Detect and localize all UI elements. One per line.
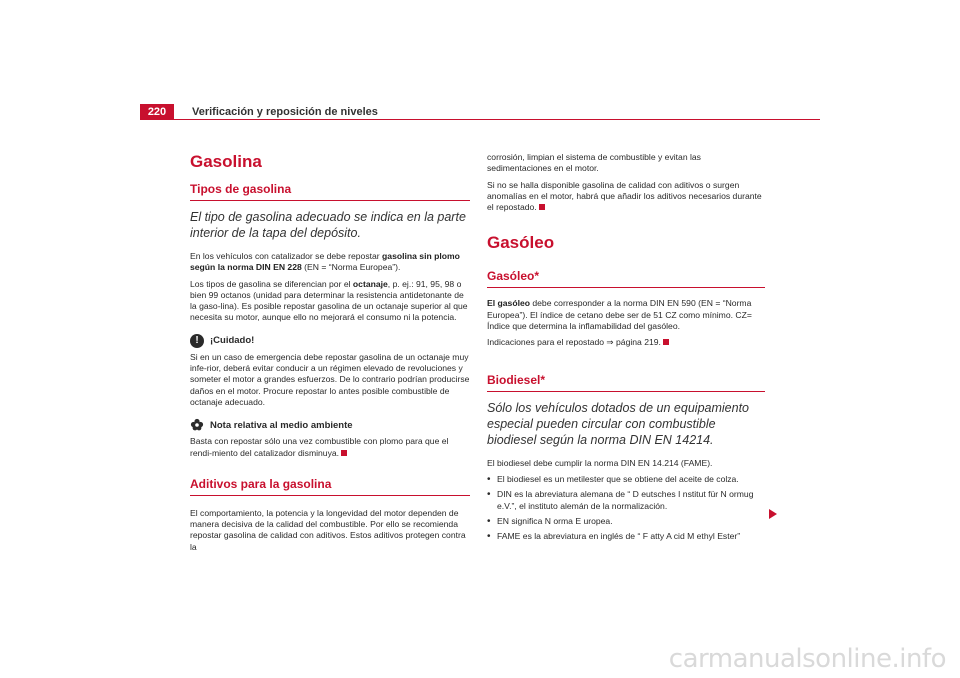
warning-text: Si en un caso de emergencia debe repostar gasolina de un octanaje muy infe-rior, deberá evitar conducir a un régimen elevado de revoluciones y someter el motor a grandes esfuerzos. De lo contrario podrían producirse daños en el motor. Procure repostar lo antes posible combustible de octanaje adecuado. bbox=[190, 351, 470, 407]
environment-note-header bbox=[190, 418, 470, 432]
heading-aditivos: Aditivos para la gasolina bbox=[190, 477, 470, 496]
list-item: • El biodiesel es un metilester que se obtiene del aceite de colza. bbox=[487, 474, 765, 485]
section-title-gasolina: Gasolina bbox=[190, 152, 262, 171]
lead-tipos-gasolina: El tipo de gasolina adecuado se indica en la parte interior de la tapa del depósito. bbox=[190, 210, 466, 240]
left-column bbox=[190, 152, 470, 558]
header-rule bbox=[174, 119, 820, 120]
paragraph-corrosion: corrosión, limpian el sistema de combustible y evitan las sedimentaciones en el motor. bbox=[487, 152, 701, 174]
warning-title: ¡Cuidado! bbox=[210, 335, 255, 347]
page-number: 220 bbox=[140, 104, 174, 120]
heading-tipos-gasolina: Tipos de gasolina bbox=[190, 182, 470, 201]
environment-note-title: Nota relativa al medio ambiente bbox=[210, 419, 353, 431]
section-end-marker bbox=[341, 450, 347, 456]
continue-arrow-icon bbox=[769, 509, 777, 519]
environment-flower-icon bbox=[190, 418, 204, 432]
right-column bbox=[487, 152, 765, 546]
lead-biodiesel: Sólo los vehículos dotados de un equipamiento especial pueden circular con combustible biodiesel según la norma DIN EN 14214. bbox=[487, 400, 749, 447]
list-item: • DIN es la abreviatura alemana de “ D eutsches I nstitut für N ormug e.V.”, el instituto alemán de la normalización. bbox=[487, 489, 765, 512]
warning-icon: ! bbox=[190, 334, 204, 348]
watermark: carmanualsonline.info bbox=[668, 644, 946, 674]
paragraph-biodiesel-norma: El biodiesel debe cumplir la norma DIN EN 14.214 (FAME). bbox=[487, 457, 713, 468]
section-title-gasoleo: Gasóleo bbox=[487, 233, 555, 253]
section-end-marker bbox=[539, 204, 545, 210]
paragraph-aditivos: El comportamiento, la potencia y la longevidad del motor dependen de manera decisiva de la calidad del combustible. Por ello se recomienda repostar gasolina de calidad con aditivos. Estos aditivos protegen contra la bbox=[190, 507, 466, 552]
running-header-title: Verificación y reposición de niveles bbox=[192, 106, 378, 118]
paragraph-sin-aditivos: Si no se halla disponible gasolina de calidad con aditivos o surgen anomalías en el motor, habrá que añadir los aditivos necesarios durante el repostado. bbox=[487, 179, 762, 213]
list-item: • EN significa N orma E uropea. bbox=[487, 516, 765, 527]
environment-note-text: Basta con repostar sólo una vez combustible con plomo para que el rendi-miento del catalizador disminuya. bbox=[190, 436, 449, 458]
warning-header bbox=[190, 334, 470, 348]
heading-gasoleo: Gasóleo* bbox=[487, 269, 765, 288]
section-end-marker bbox=[663, 339, 669, 345]
list-item: • FAME es la abreviatura en inglés de “ F atty A cid M ethyl Ester” bbox=[487, 531, 765, 542]
biodiesel-bullet-list bbox=[487, 474, 765, 542]
paragraph-gasoleo-norma: El gasóleo debe corresponder a la norma DIN EN 590 (EN = “Norma Europea”). El índice de cetano debe ser de 51 CZ como mínimo. CZ= Índice que determina la inflamabilidad del gasóleo. bbox=[487, 298, 752, 332]
paragraph-indicaciones-repostado: Indicaciones para el repostado ⇒ página 219. bbox=[487, 337, 765, 348]
heading-biodiesel: Biodiesel* bbox=[487, 373, 765, 392]
paragraph-catalizador: En los vehículos con catalizador se debe repostar gasolina sin plomo según la norma DIN EN 228 (EN = “Norma Europea”). bbox=[190, 251, 460, 273]
paragraph-octanaje: Los tipos de gasolina se diferencian por el octanaje, p. ej.: 91, 95, 98 o bien 99 octanos (unidad para determinar la resistencia antidetonante de la gaso-lina). Es posible repostar gasolina de un octanaje superior al que necesita su motor, aunque ello no mejorará el consumo ni la potencia. bbox=[190, 278, 468, 323]
